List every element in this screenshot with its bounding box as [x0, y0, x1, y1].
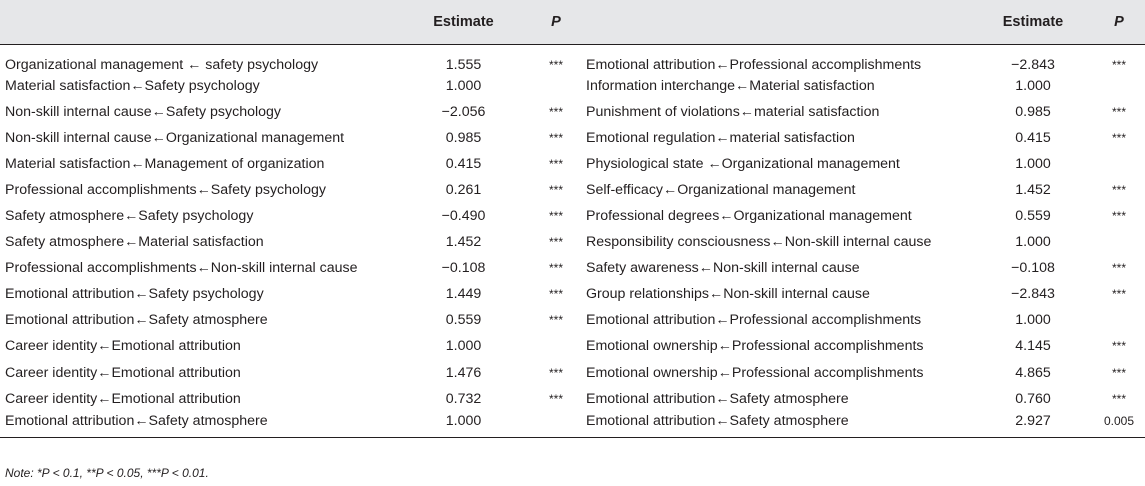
relation-left-cell: Safety atmosphere←Safety psychology	[5, 208, 254, 225]
p-left-cell: ***	[548, 261, 563, 276]
relation-left-cell: Professional accomplishments←Non-skill internal cause	[5, 260, 358, 277]
table-row	[0, 44, 1145, 73]
relation-left-cell: Emotional attribution←Safety psychology	[5, 286, 264, 303]
table-row	[0, 125, 1145, 151]
table-row	[0, 333, 1145, 359]
p-left-cell	[532, 412, 580, 438]
header-p-right: P	[1093, 0, 1145, 44]
estimate-left-cell: 1.452	[445, 234, 482, 251]
p-left-cell: ***	[548, 182, 563, 197]
estimate-right-cell: 0.415	[1015, 129, 1051, 146]
relation-right-cell: Emotional ownership←Professional accomplishments	[586, 338, 924, 355]
header-relation-right	[580, 0, 973, 44]
p-right-cell: 0.005	[1093, 412, 1145, 438]
estimate-right-cell: 2.927	[973, 412, 1093, 438]
estimate-left-cell: 0.732	[445, 390, 482, 407]
relation-right-cell: Responsibility consciousness←Non-skill internal cause	[586, 234, 932, 251]
p-left-cell	[532, 73, 580, 99]
estimate-right-cell: 1.452	[1015, 181, 1051, 198]
relation-left-cell: Career identity←Emotional attribution	[5, 364, 241, 381]
table-row	[0, 151, 1145, 177]
p-left-cell	[532, 333, 580, 359]
relation-right-cell: Emotional attribution←Professional accomplishments	[586, 56, 922, 73]
p-left-cell: ***	[548, 313, 563, 328]
estimate-right-cell: 0.559	[1015, 208, 1051, 225]
p-left-cell: ***	[548, 104, 563, 119]
table-row	[0, 255, 1145, 281]
p-right-cell: ***	[1111, 182, 1126, 197]
p-left-cell: ***	[548, 365, 563, 380]
p-right-cell: ***	[1111, 339, 1126, 354]
p-right-cell: ***	[1111, 365, 1126, 380]
relation-right-cell: Emotional regulation←material satisfaction	[586, 129, 855, 146]
table-row	[0, 177, 1145, 203]
estimate-left-cell: −0.108	[441, 260, 486, 277]
relation-right-cell: Self-efficacy←Organizational management	[586, 181, 856, 198]
table-row	[0, 73, 1145, 99]
p-right-cell	[1093, 73, 1145, 99]
header-p-left: P	[532, 0, 580, 44]
relation-left-cell: Material satisfaction←Safety psychology	[5, 77, 260, 94]
p-right-cell: ***	[1111, 261, 1126, 276]
estimate-right-cell: 1.000	[1015, 312, 1051, 329]
p-right-cell: ***	[1111, 130, 1126, 145]
estimate-left-cell: 1.000	[445, 77, 482, 94]
estimate-right-cell: 1.000	[1015, 77, 1051, 94]
estimate-left-cell: 0.261	[445, 181, 482, 198]
header-relation-left	[0, 0, 395, 44]
table-row	[0, 99, 1145, 125]
p-right-cell: ***	[1111, 209, 1126, 224]
relation-left-cell: Non-skill internal cause←Organizational management	[5, 129, 345, 146]
table-row	[0, 203, 1145, 229]
p-left-cell: ***	[548, 287, 563, 302]
p-right-cell: ***	[1111, 57, 1126, 72]
table-body	[0, 44, 1145, 438]
estimate-left-cell: 0.985	[445, 129, 482, 146]
p-right-cell	[1093, 307, 1145, 333]
relation-left-cell: Emotional attribution←Safety atmosphere	[0, 412, 395, 438]
table-row	[0, 412, 1145, 438]
table-row	[0, 360, 1145, 386]
table-note: Note: *P < 0.1, **P < 0.05, ***P < 0.01.	[5, 466, 209, 480]
estimate-left-cell: 0.415	[445, 155, 482, 172]
estimate-right-cell: −2.843	[1011, 56, 1055, 73]
relation-right-cell: Punishment of violations←material satisfaction	[586, 103, 880, 120]
estimate-right-cell: −2.843	[1011, 286, 1055, 303]
relation-right-cell: Physiological state ←Organizational management	[586, 155, 900, 172]
p-right-cell	[1093, 229, 1145, 255]
relation-left-cell: Non-skill internal cause←Safety psychology	[5, 103, 281, 120]
relation-left-cell: Career identity←Emotional attribution	[5, 338, 241, 355]
relation-left-cell: Material satisfaction←Management of organization	[5, 155, 325, 172]
estimate-left-cell: −0.490	[441, 208, 486, 225]
p-left-cell: ***	[548, 391, 563, 406]
header-row	[0, 0, 1145, 44]
relation-right-cell: Safety awareness←Non-skill internal cause	[586, 260, 860, 277]
relation-right-cell: Emotional attribution←Safety atmosphere	[586, 390, 849, 407]
estimate-left-cell: 1.000	[445, 338, 482, 355]
relation-left-cell: Safety atmosphere←Material satisfaction	[5, 234, 264, 251]
relation-left-cell: Professional accomplishments←Safety psychology	[5, 181, 326, 198]
relation-left-cell: Organizational management ← safety psychology	[5, 56, 319, 73]
relation-left-cell: Emotional attribution←Safety atmosphere	[5, 312, 268, 329]
table-row	[0, 386, 1145, 412]
p-right-cell: ***	[1111, 104, 1126, 119]
relation-right-cell: Information interchange←Material satisfaction	[586, 77, 875, 94]
table-row	[0, 281, 1145, 307]
p-left-cell: ***	[548, 156, 563, 171]
estimate-right-cell: 0.985	[1015, 103, 1051, 120]
p-right-cell: ***	[1111, 391, 1126, 406]
header-estimate-left: Estimate	[395, 0, 532, 44]
estimate-right-cell: −0.108	[1011, 260, 1055, 277]
estimate-right-cell: 4.865	[1015, 364, 1051, 381]
header-estimate-right: Estimate	[973, 0, 1093, 44]
estimate-right-cell: 1.000	[1015, 234, 1051, 251]
table-row	[0, 307, 1145, 333]
relation-left-cell: Career identity←Emotional attribution	[5, 390, 241, 407]
p-right-cell: ***	[1111, 287, 1126, 302]
estimate-left-cell: 1.555	[445, 56, 482, 73]
p-left-cell: ***	[548, 209, 563, 224]
estimate-right-cell: 4.145	[1015, 338, 1051, 355]
p-right-cell	[1093, 151, 1145, 177]
estimate-left-cell: −2.056	[441, 103, 486, 120]
p-left-cell: ***	[548, 235, 563, 250]
relation-right-cell: Emotional ownership←Professional accomplishments	[586, 364, 924, 381]
estimate-left-cell: 1.000	[395, 412, 532, 438]
estimate-right-cell: 1.000	[1015, 155, 1051, 172]
table-row	[0, 229, 1145, 255]
estimate-left-cell: 1.449	[445, 286, 482, 303]
p-left-cell: ***	[548, 57, 563, 72]
estimate-left-cell: 0.559	[445, 312, 482, 329]
relation-right-cell: Group relationships←Non-skill internal cause	[586, 286, 870, 303]
estimate-right-cell: 0.760	[1015, 390, 1051, 407]
p-left-cell: ***	[548, 130, 563, 145]
estimate-left-cell: 1.476	[445, 364, 482, 381]
relation-right-cell: Professional degrees←Organizational management	[586, 208, 912, 225]
relation-right-cell: Emotional attribution←Safety atmosphere	[580, 412, 973, 438]
relation-right-cell: Emotional attribution←Professional accomplishments	[586, 312, 922, 329]
